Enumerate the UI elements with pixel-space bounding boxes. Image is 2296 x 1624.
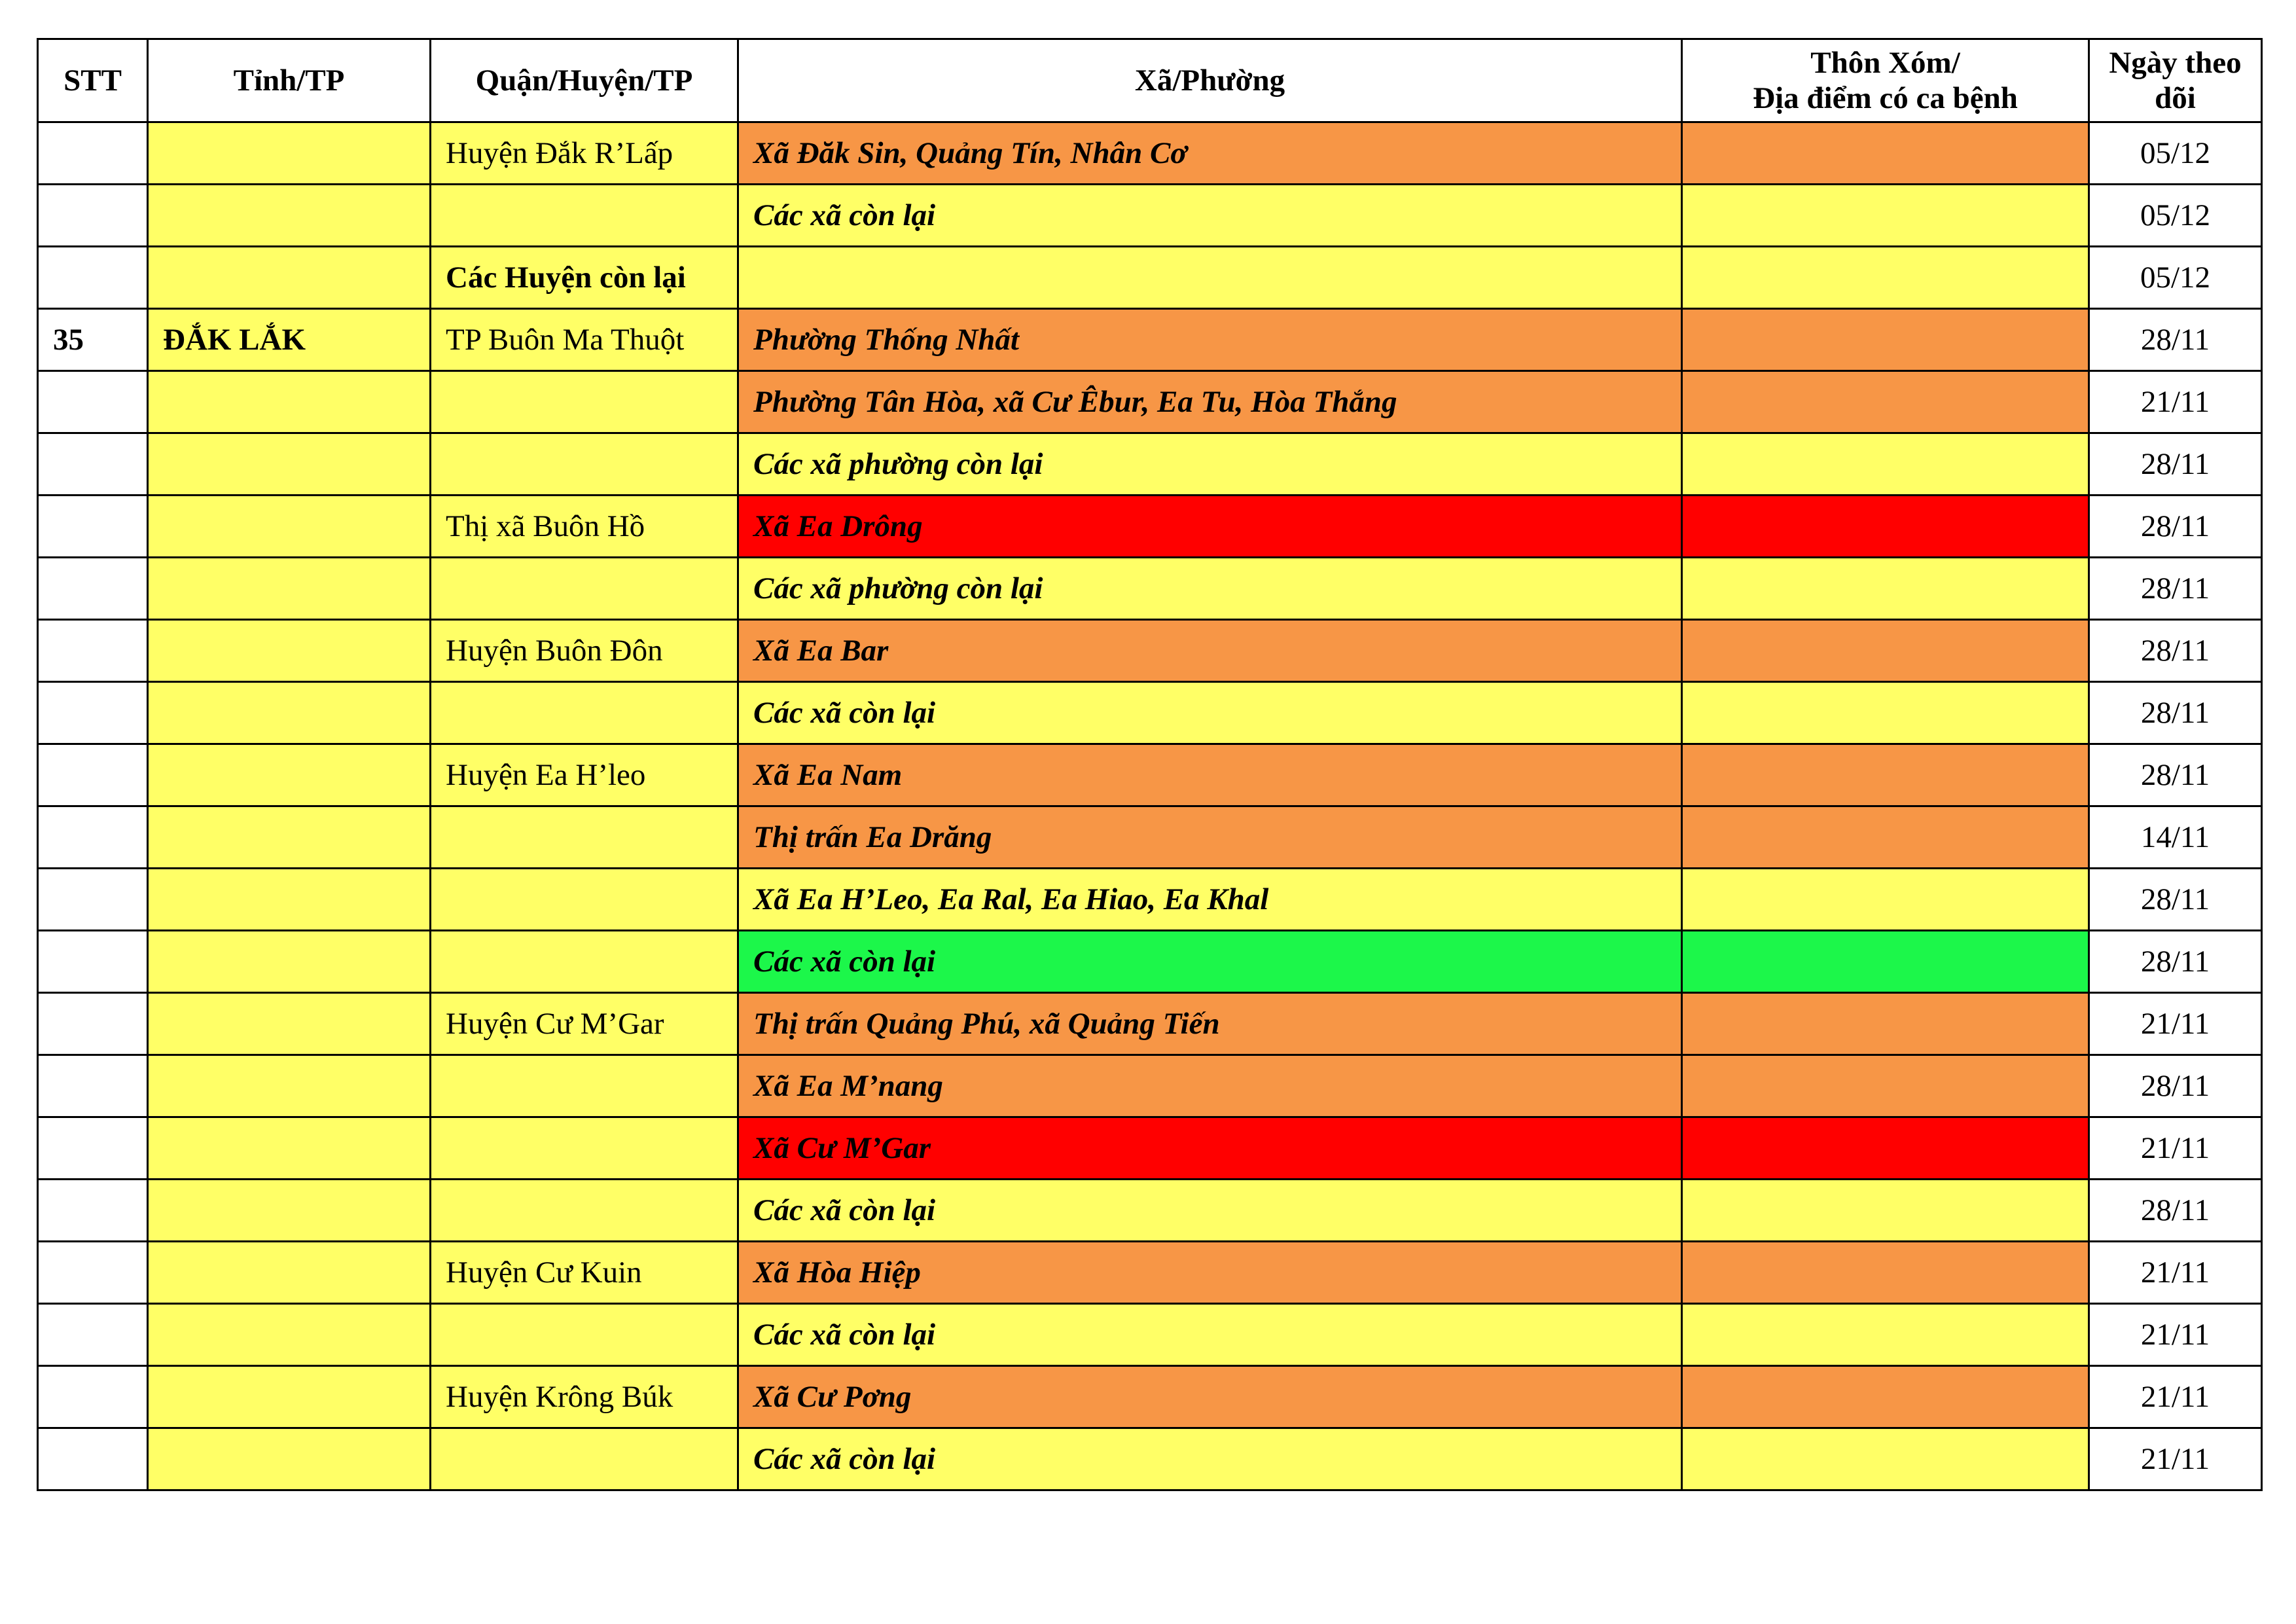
date-cell: 28/11: [2089, 496, 2262, 558]
table-row: [38, 620, 2262, 682]
header-row: [38, 39, 2262, 122]
province-cell: [148, 682, 431, 744]
table-row: [38, 122, 2262, 185]
province-cell: [148, 1180, 431, 1242]
stt-cell: [38, 993, 148, 1055]
stt-cell: [38, 744, 148, 806]
date-cell: 28/11: [2089, 1055, 2262, 1117]
province-cell: [148, 1304, 431, 1366]
village-cell: [1682, 185, 2089, 247]
district-cell: [431, 185, 738, 247]
ward-cell: Các xã còn lại: [738, 931, 1682, 993]
table-row: [38, 931, 2262, 993]
ward-cell: Các xã còn lại: [738, 1180, 1682, 1242]
province-cell: [148, 869, 431, 931]
village-cell: [1682, 371, 2089, 433]
village-cell: [1682, 1242, 2089, 1304]
stt-cell: [38, 185, 148, 247]
date-cell: 28/11: [2089, 1180, 2262, 1242]
table-row: [38, 1117, 2262, 1180]
district-cell: [431, 1304, 738, 1366]
table-row: [38, 1366, 2262, 1428]
header-village-line2: Địa điểm có ca bệnh: [1753, 81, 2018, 115]
district-cell: [431, 806, 738, 869]
province-cell: ĐẮK LẮK: [148, 309, 431, 371]
table-row: [38, 682, 2262, 744]
village-cell: [1682, 247, 2089, 309]
ward-cell: Các xã còn lại: [738, 185, 1682, 247]
province-cell: [148, 1428, 431, 1490]
ward-cell: Các xã còn lại: [738, 1428, 1682, 1490]
province-cell: [148, 496, 431, 558]
date-cell: 28/11: [2089, 869, 2262, 931]
province-cell: [148, 1366, 431, 1428]
village-cell: [1682, 1428, 2089, 1490]
village-cell: [1682, 620, 2089, 682]
header-date-line2: dõi: [2155, 81, 2196, 115]
date-cell: 28/11: [2089, 309, 2262, 371]
district-cell: [431, 931, 738, 993]
ward-cell: Xã Cư M’Gar: [738, 1117, 1682, 1180]
district-cell: [431, 433, 738, 496]
covid-risk-table: [37, 38, 2263, 1491]
province-cell: [148, 371, 431, 433]
table-row: [38, 1055, 2262, 1117]
header-stt: STT: [38, 39, 148, 122]
date-cell: 05/12: [2089, 185, 2262, 247]
district-cell: [431, 1055, 738, 1117]
ward-cell: Các xã phường còn lại: [738, 433, 1682, 496]
header-village: [1682, 39, 2089, 122]
district-cell: [431, 1428, 738, 1490]
stt-cell: [38, 433, 148, 496]
village-cell: [1682, 558, 2089, 620]
stt-cell: [38, 1242, 148, 1304]
province-cell: [148, 993, 431, 1055]
header-ward: Xã/Phường: [738, 39, 1682, 122]
header-date: [2089, 39, 2262, 122]
table-row: [38, 185, 2262, 247]
date-cell: 28/11: [2089, 620, 2262, 682]
ward-cell: Xã Đăk Sin, Quảng Tín, Nhân Cơ: [738, 122, 1682, 185]
province-cell: [148, 122, 431, 185]
header-village-line1: Thôn Xóm/: [1810, 45, 1960, 80]
table-row: [38, 869, 2262, 931]
date-cell: 05/12: [2089, 122, 2262, 185]
table-header: [38, 39, 2262, 122]
date-cell: 28/11: [2089, 433, 2262, 496]
district-cell: Huyện Ea H’leo: [431, 744, 738, 806]
village-cell: [1682, 1055, 2089, 1117]
district-cell: Huyện Cư Kuin: [431, 1242, 738, 1304]
district-cell: [431, 371, 738, 433]
ward-cell: Phường Tân Hòa, xã Cư Êbur, Ea Tu, Hòa Thắng: [738, 371, 1682, 433]
date-cell: 28/11: [2089, 558, 2262, 620]
table-row: [38, 247, 2262, 309]
village-cell: [1682, 1180, 2089, 1242]
district-cell: Huyện Cư M’Gar: [431, 993, 738, 1055]
village-cell: [1682, 309, 2089, 371]
ward-cell: Xã Hòa Hiệp: [738, 1242, 1682, 1304]
table-row: [38, 806, 2262, 869]
district-cell: Huyện Buôn Đôn: [431, 620, 738, 682]
village-cell: [1682, 869, 2089, 931]
district-cell: [431, 869, 738, 931]
header-district: Quận/Huyện/TP: [431, 39, 738, 122]
ward-cell: Xã Ea Nam: [738, 744, 1682, 806]
date-cell: 21/11: [2089, 1117, 2262, 1180]
table-row: [38, 1180, 2262, 1242]
village-cell: [1682, 1304, 2089, 1366]
ward-cell: Xã Ea H’Leo, Ea Ral, Ea Hiao, Ea Khal: [738, 869, 1682, 931]
date-cell: 28/11: [2089, 931, 2262, 993]
ward-cell: Phường Thống Nhất: [738, 309, 1682, 371]
district-cell: [431, 682, 738, 744]
district-cell: [431, 1117, 738, 1180]
stt-cell: [38, 806, 148, 869]
table-row: [38, 1428, 2262, 1490]
date-cell: 28/11: [2089, 682, 2262, 744]
table-row: [38, 558, 2262, 620]
province-cell: [148, 1055, 431, 1117]
village-cell: [1682, 1117, 2089, 1180]
district-cell: Huyện Krông Búk: [431, 1366, 738, 1428]
table-row: [38, 1242, 2262, 1304]
date-cell: 21/11: [2089, 371, 2262, 433]
district-cell: Huyện Đắk R’Lấp: [431, 122, 738, 185]
province-cell: [148, 1242, 431, 1304]
ward-cell: Xã Ea M’nang: [738, 1055, 1682, 1117]
village-cell: [1682, 1366, 2089, 1428]
village-cell: [1682, 682, 2089, 744]
district-cell: Các Huyện còn lại: [431, 247, 738, 309]
village-cell: [1682, 993, 2089, 1055]
province-cell: [148, 185, 431, 247]
province-cell: [148, 247, 431, 309]
province-cell: [148, 433, 431, 496]
province-cell: [148, 558, 431, 620]
stt-cell: [38, 1304, 148, 1366]
province-cell: [148, 744, 431, 806]
district-cell: [431, 1180, 738, 1242]
table-row: [38, 744, 2262, 806]
table-row: [38, 371, 2262, 433]
stt-cell: [38, 247, 148, 309]
table-body: [38, 122, 2262, 1490]
ward-cell: Các xã còn lại: [738, 682, 1682, 744]
table-row: [38, 433, 2262, 496]
ward-cell: Xã Cư Pơng: [738, 1366, 1682, 1428]
stt-cell: 35: [38, 309, 148, 371]
village-cell: [1682, 496, 2089, 558]
stt-cell: [38, 1117, 148, 1180]
ward-cell: Các xã còn lại: [738, 1304, 1682, 1366]
date-cell: 21/11: [2089, 1428, 2262, 1490]
province-cell: [148, 620, 431, 682]
date-cell: 21/11: [2089, 1304, 2262, 1366]
date-cell: 28/11: [2089, 744, 2262, 806]
ward-cell: Thị trấn Ea Drăng: [738, 806, 1682, 869]
stt-cell: [38, 371, 148, 433]
province-cell: [148, 931, 431, 993]
header-province: Tỉnh/TP: [148, 39, 431, 122]
stt-cell: [38, 558, 148, 620]
header-date-line1: Ngày theo: [2109, 45, 2242, 80]
table-row: [38, 993, 2262, 1055]
district-cell: TP Buôn Ma Thuột: [431, 309, 738, 371]
table-row: [38, 496, 2262, 558]
ward-cell: Xã Ea Bar: [738, 620, 1682, 682]
table-row: [38, 309, 2262, 371]
village-cell: [1682, 122, 2089, 185]
district-cell: [431, 558, 738, 620]
ward-cell: [738, 247, 1682, 309]
stt-cell: [38, 620, 148, 682]
stt-cell: [38, 1428, 148, 1490]
stt-cell: [38, 931, 148, 993]
date-cell: 14/11: [2089, 806, 2262, 869]
ward-cell: Thị trấn Quảng Phú, xã Quảng Tiến: [738, 993, 1682, 1055]
province-cell: [148, 1117, 431, 1180]
table-row: [38, 1304, 2262, 1366]
stt-cell: [38, 869, 148, 931]
province-cell: [148, 806, 431, 869]
stt-cell: [38, 1180, 148, 1242]
stt-cell: [38, 1366, 148, 1428]
stt-cell: [38, 496, 148, 558]
date-cell: 21/11: [2089, 1366, 2262, 1428]
village-cell: [1682, 433, 2089, 496]
ward-cell: Các xã phường còn lại: [738, 558, 1682, 620]
date-cell: 21/11: [2089, 993, 2262, 1055]
date-cell: 05/12: [2089, 247, 2262, 309]
district-cell: Thị xã Buôn Hồ: [431, 496, 738, 558]
ward-cell: Xã Ea Drông: [738, 496, 1682, 558]
stt-cell: [38, 1055, 148, 1117]
stt-cell: [38, 122, 148, 185]
village-cell: [1682, 806, 2089, 869]
date-cell: 21/11: [2089, 1242, 2262, 1304]
village-cell: [1682, 744, 2089, 806]
village-cell: [1682, 931, 2089, 993]
stt-cell: [38, 682, 148, 744]
